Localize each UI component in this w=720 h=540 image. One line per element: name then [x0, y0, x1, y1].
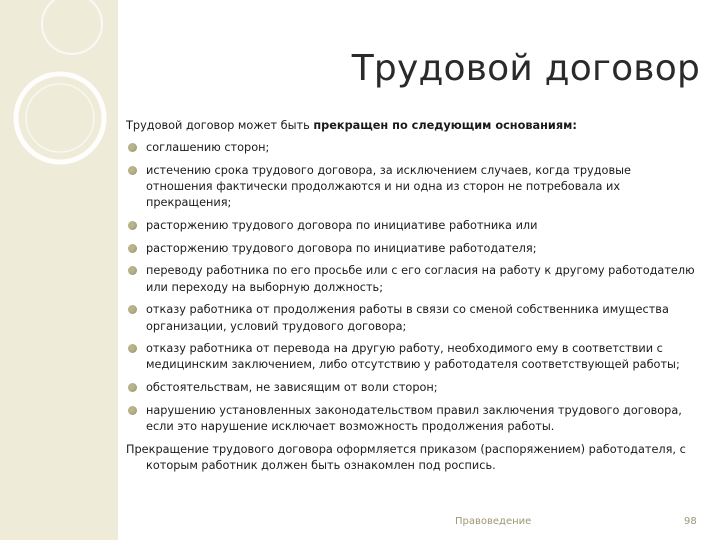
- list-item-text: отказу работника от продолжения работы в связи со сменой собственника имущества организации, условий трудового договора;: [146, 303, 669, 333]
- list-item-text: расторжению трудового договора по инициативе работодателя;: [146, 241, 537, 255]
- list-item-text: переводу работника по его просьбе или с его согласия на работу к другому работодателю или переходу на выборную должность;: [146, 264, 695, 294]
- intro-prefix: Трудовой договор может быть: [126, 119, 314, 132]
- bullet-icon: [128, 383, 137, 392]
- grounds-list: [126, 140, 698, 435]
- list-item-text: обстоятельствам, не зависящим от воли сторон;: [146, 381, 438, 395]
- list-item: [126, 163, 698, 212]
- list-item: [126, 341, 698, 373]
- ring-top: [42, 0, 102, 54]
- bullet-icon: [128, 143, 137, 152]
- intro-bold: прекращен по следующим основаниям:: [313, 119, 577, 132]
- bullet-icon: [128, 406, 137, 415]
- closing-text: Прекращение трудового договора оформляется приказом (распоряжением) работодателя, с которым работник должен быть ознакомлен под роспись.: [126, 442, 686, 472]
- list-item-text: соглашению сторон;: [146, 141, 270, 155]
- list-item: [126, 403, 698, 435]
- footer-subject: Правоведение: [455, 516, 532, 527]
- intro-text: [126, 118, 698, 134]
- page-number: 98: [684, 516, 697, 527]
- list-item-text: отказу работника от перевода на другую работу, необходимого ему в соответствии с медицинским заключением, либо отсутствию у работодателя соответствующей работы;: [146, 342, 680, 372]
- list-item: [126, 380, 698, 396]
- slide-body: [126, 118, 698, 474]
- list-item: [126, 218, 698, 234]
- list-item: [126, 263, 698, 295]
- decorative-rings: [0, 0, 140, 200]
- list-item-text: расторжению трудового договора по инициативе работника или: [146, 219, 538, 233]
- bullet-icon: [128, 166, 137, 175]
- list-item-text: нарушению установленных законодательством правил заключения трудового договора, если это нарушение исключает возможность продолжения работы.: [146, 403, 682, 434]
- bullet-icon: [128, 266, 137, 275]
- list-item: [126, 241, 698, 257]
- ring-inner: [26, 84, 94, 152]
- bullet-icon: [128, 244, 137, 253]
- list-item-text: истечению срока трудового договора, за исключением случаев, когда трудовые отношения фактически продолжаются и ни одна из сторон не потребовала их прекращения;: [146, 163, 631, 210]
- bullet-icon: [128, 344, 137, 353]
- bullet-icon: [128, 305, 137, 314]
- list-item: [126, 140, 698, 156]
- ring-large: [16, 74, 104, 162]
- list-item: [126, 302, 698, 334]
- slide-title: Трудовой договор: [351, 48, 700, 89]
- bullet-icon: [128, 221, 137, 230]
